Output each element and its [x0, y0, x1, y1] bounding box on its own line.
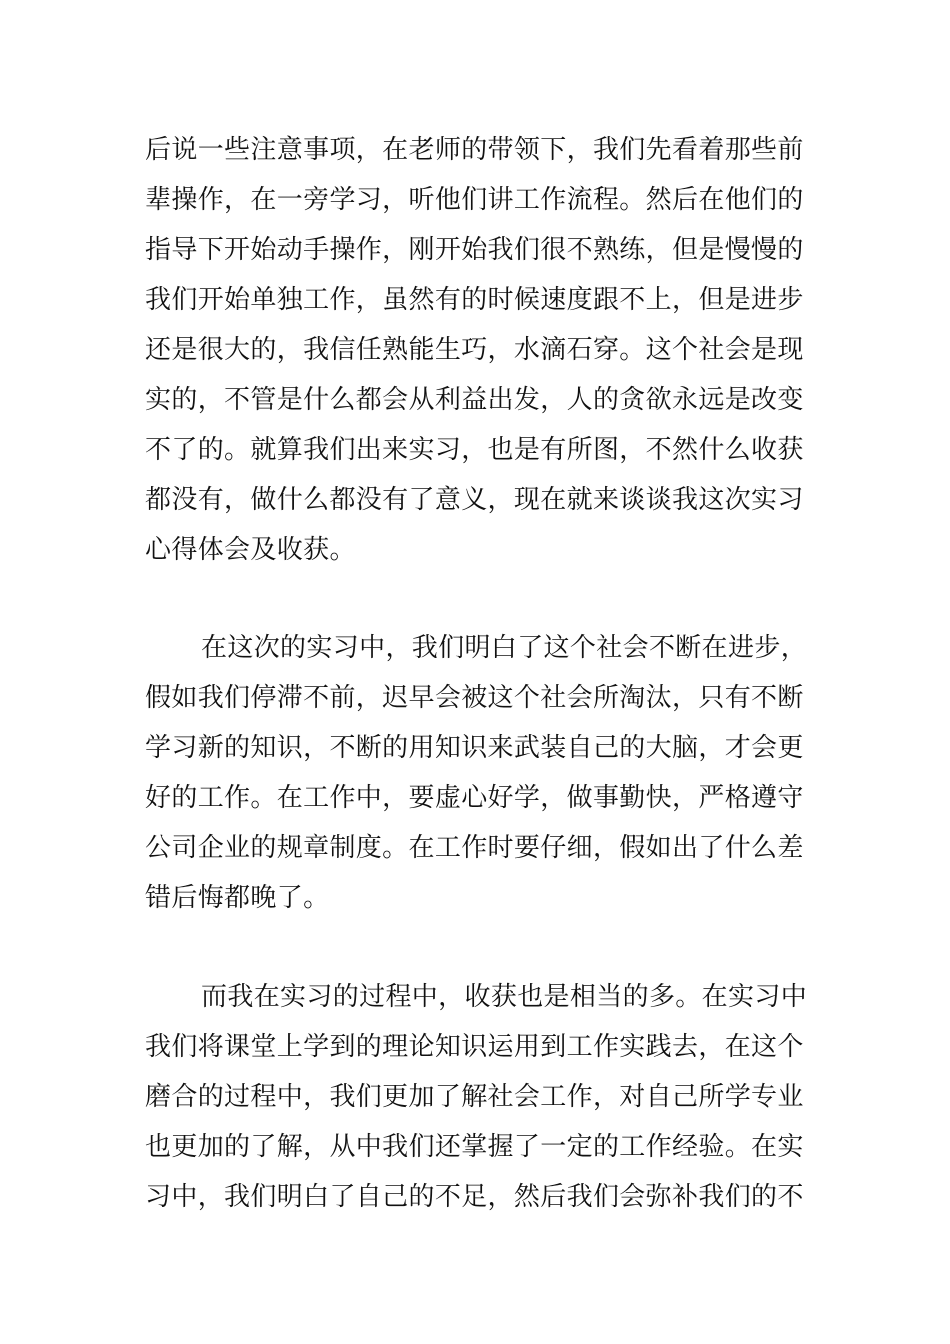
paragraph-line: 错后悔都晚了。 [145, 883, 330, 913]
paragraph-line: 好的工作。在工作中，要虚心好学，做事勤快，严格遵守 [145, 783, 804, 813]
paragraph-line: 习中，我们明白了自己的不足，然后我们会弥补我们的不 [145, 1182, 804, 1212]
paragraph-line: 学习新的知识，不断的用知识来武装自己的大脑，才会更 [145, 733, 804, 763]
paragraph-line: 实的，不管是什么都会从利益出发，人的贪欲永远是改变 [145, 385, 804, 415]
paragraph-line: 不了的。就算我们出来实习，也是有所图，不然什么收获 [145, 435, 804, 465]
paragraph-line: 指导下开始动手操作，刚开始我们很不熟练，但是慢慢的 [145, 235, 804, 265]
paragraph-line: 磨合的过程中，我们更加了解社会工作，对自己所学专业 [145, 1082, 804, 1112]
paragraph-line: 假如我们停滞不前，迟早会被这个社会所淘汰，只有不断 [145, 683, 804, 713]
paragraph-2 [145, 623, 815, 923]
paragraph-line: 而我在实习的过程中，收获也是相当的多。在实习中 [201, 982, 808, 1012]
paragraph-line: 都没有，做什么都没有了意义，现在就来谈谈我这次实习 [145, 485, 804, 515]
paragraph-line: 公司企业的规章制度。在工作时要仔细，假如出了什么差 [145, 833, 804, 863]
paragraph-line: 我们将课堂上学到的理论知识运用到工作实践去，在这个 [145, 1032, 804, 1062]
paragraph-line: 心得体会及收获。 [145, 535, 356, 565]
paragraph-3 [145, 972, 815, 1222]
paragraph-line: 后说一些注意事项，在老师的带领下，我们先看着那些前 [145, 135, 804, 165]
paragraph-line: 辈操作，在一旁学习，听他们讲工作流程。然后在他们的 [145, 185, 804, 215]
paragraph-line: 在这次的实习中，我们明白了这个社会不断在进步， [201, 633, 808, 663]
paragraph-line: 也更加的了解，从中我们还掌握了一定的工作经验。在实 [145, 1132, 804, 1162]
paragraph-1 [145, 125, 815, 575]
paragraph-line: 我们开始单独工作，虽然有的时候速度跟不上，但是进步 [145, 285, 804, 315]
paragraph-line: 还是很大的，我信任熟能生巧，水滴石穿。这个社会是现 [145, 335, 804, 365]
